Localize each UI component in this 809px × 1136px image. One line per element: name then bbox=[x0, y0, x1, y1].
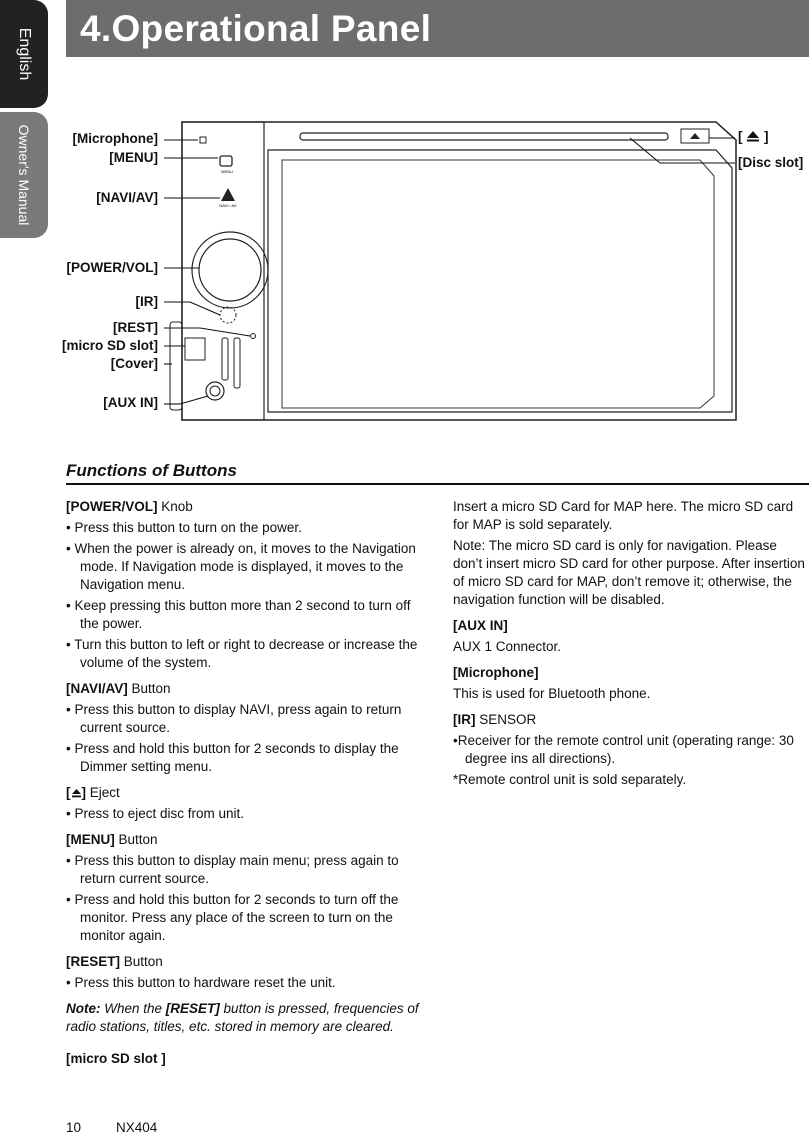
language-tab bbox=[0, 0, 48, 108]
list-item: • Press this button to turn on the power. bbox=[66, 520, 302, 535]
ir-block: [IR] SENSOR •Receiver for the remote control unit (operating range: 30 degree ins all directions). *Remote control unit is sold separately. bbox=[453, 711, 808, 789]
ir-heading: [IR] bbox=[453, 712, 476, 727]
power-vol-block: [POWER/VOL] Knob • Press this button to turn on the power. • When the power is already on, it moves to the Navigation mode. If Navigation mode is displayed, it moves to the Navigation menu. • Keep pressing this button more than 2 second to turn off the power. • Turn this button to left or right to decrease or increase the volume of the system. bbox=[66, 498, 426, 672]
section-title: Functions of Buttons bbox=[66, 461, 237, 480]
list-item: • When the power is already on, it moves to the Navigation mode. If Navigation mode is displayed, it moves to the Navigation menu. bbox=[66, 541, 416, 592]
menu-device-text: MENU bbox=[221, 169, 233, 174]
navi-button-icon bbox=[221, 188, 235, 201]
aux-text: AUX 1 Connector. bbox=[453, 639, 562, 654]
navi-av-block: [NAVI/AV] Button • Press this button to display NAVI, press again to return current source. • Press and hold this button for 2 seconds to display the Dimmer setting menu. bbox=[66, 680, 426, 776]
list-item: •Receiver for the remote control unit (operating range: 30 degree ins all directions). bbox=[453, 733, 794, 766]
power-vol-knob bbox=[199, 239, 261, 301]
menu-block: [MENU] Button • Press this button to display main menu; press again to return current source. • Press and hold this button for 2 seconds to turn off the monitor. Press any place of the screen to turn on the monitor again. bbox=[66, 831, 426, 945]
label-cover: [Cover] bbox=[110, 356, 158, 371]
screen bbox=[282, 160, 714, 408]
left-column bbox=[66, 498, 426, 1071]
power-vol-heading: [POWER/VOL] bbox=[66, 499, 158, 514]
mic-text: This is used for Bluetooth phone. bbox=[453, 686, 651, 701]
knob-outer bbox=[192, 232, 268, 308]
aux-jack-inner bbox=[210, 386, 220, 396]
navi-av-heading: [NAVI/AV] bbox=[66, 681, 128, 696]
disc-slot bbox=[300, 133, 668, 140]
label-navi-av: [NAVI/AV] bbox=[96, 190, 158, 205]
menu-heading: [MENU] bbox=[66, 832, 115, 847]
list-item: • Keep pressing this button more than 2 second to turn off the power. bbox=[66, 598, 411, 631]
leader-lines bbox=[164, 138, 735, 404]
reset-block: [RESET] Button • Press this button to hardware reset the unit. bbox=[66, 953, 426, 992]
label-eject: [ ] bbox=[738, 129, 769, 144]
aux-jack-outer bbox=[206, 382, 224, 400]
list-item: • Press this button to display NAVI, press again to return current source. bbox=[66, 702, 402, 735]
title-bar bbox=[66, 0, 809, 57]
sd-slot-frame bbox=[185, 338, 205, 360]
page-title: 4.Operational Panel bbox=[80, 8, 432, 49]
slot-2 bbox=[234, 338, 240, 388]
ir-sensor bbox=[220, 307, 236, 323]
list-item: • Press and hold this button for 2 seconds to display the Dimmer setting menu. bbox=[66, 741, 399, 774]
screen-bezel bbox=[268, 150, 732, 412]
label-menu: [MENU] bbox=[109, 150, 158, 165]
aux-heading: [AUX IN] bbox=[453, 618, 508, 633]
label-power-vol: [POWER/VOL] bbox=[66, 260, 158, 275]
list-item: • Press this button to display main menu; press again to return current source. bbox=[66, 853, 399, 886]
reset-note: Note: When the [RESET] button is pressed, frequencies of radio stations, titles, etc. stored in memory are cleared. bbox=[66, 1001, 419, 1034]
list-item: • Press this button to hardware reset the unit. bbox=[66, 975, 336, 990]
model-name: NX404 bbox=[116, 1120, 158, 1135]
label-aux-in: [AUX IN] bbox=[103, 395, 158, 410]
list-item: • Press and hold this button for 2 seconds to turn off the monitor. Press any place of the screen to turn on the monitor again. bbox=[66, 892, 399, 943]
eject-heading: [ ] bbox=[66, 785, 86, 800]
micro-sd-slot bbox=[222, 338, 228, 380]
manual-tab-label: Owner's Manual bbox=[16, 124, 32, 226]
micro-sd-text: Insert a micro SD Card for MAP here. The micro SD card for MAP is sold separately. bbox=[453, 499, 794, 532]
eject-icon bbox=[71, 788, 82, 798]
aux-block bbox=[453, 617, 808, 656]
mic-block bbox=[453, 664, 808, 703]
label-micro-sd: [micro SD slot] bbox=[61, 338, 158, 353]
label-reset: [REST] bbox=[113, 320, 158, 335]
microphone-hole bbox=[200, 137, 206, 143]
section-divider bbox=[66, 483, 809, 485]
reset-heading: [RESET] bbox=[66, 954, 120, 969]
language-tab-label: English bbox=[16, 27, 33, 81]
page-number: 10 bbox=[66, 1120, 82, 1135]
micro-sd-note: Note: The micro SD card is only for navigation. Please don’t insert micro SD card for other purpose. After insertion of micro SD card for MAP, don’t remove it; otherwise, the navigation function will be disabled. bbox=[453, 538, 805, 607]
ir-footnote: *Remote control unit is sold separately. bbox=[453, 772, 687, 787]
eject-icon bbox=[690, 133, 700, 139]
left-control-panel bbox=[182, 122, 264, 420]
micro-sd-heading: [micro SD slot ] bbox=[66, 1051, 166, 1066]
eject-icon bbox=[746, 130, 760, 142]
cover bbox=[170, 322, 182, 410]
mic-heading: [Microphone] bbox=[453, 665, 539, 680]
list-item: • Press to eject disc from unit. bbox=[66, 806, 245, 821]
eject-block: [ ] Eject • Press to eject disc from unit. bbox=[66, 784, 426, 823]
navi-device-text: NAVI / AV bbox=[219, 203, 237, 208]
label-ir: [IR] bbox=[135, 294, 158, 309]
label-disc-slot: [Disc slot] bbox=[738, 155, 804, 170]
label-microphone: [Microphone] bbox=[72, 131, 158, 146]
reset-hole bbox=[251, 334, 256, 339]
list-item: • Turn this button to left or right to decrease or increase the volume of the system. bbox=[66, 637, 418, 670]
right-column bbox=[453, 498, 808, 797]
device-outline bbox=[182, 122, 736, 420]
menu-button-icon bbox=[220, 156, 232, 166]
